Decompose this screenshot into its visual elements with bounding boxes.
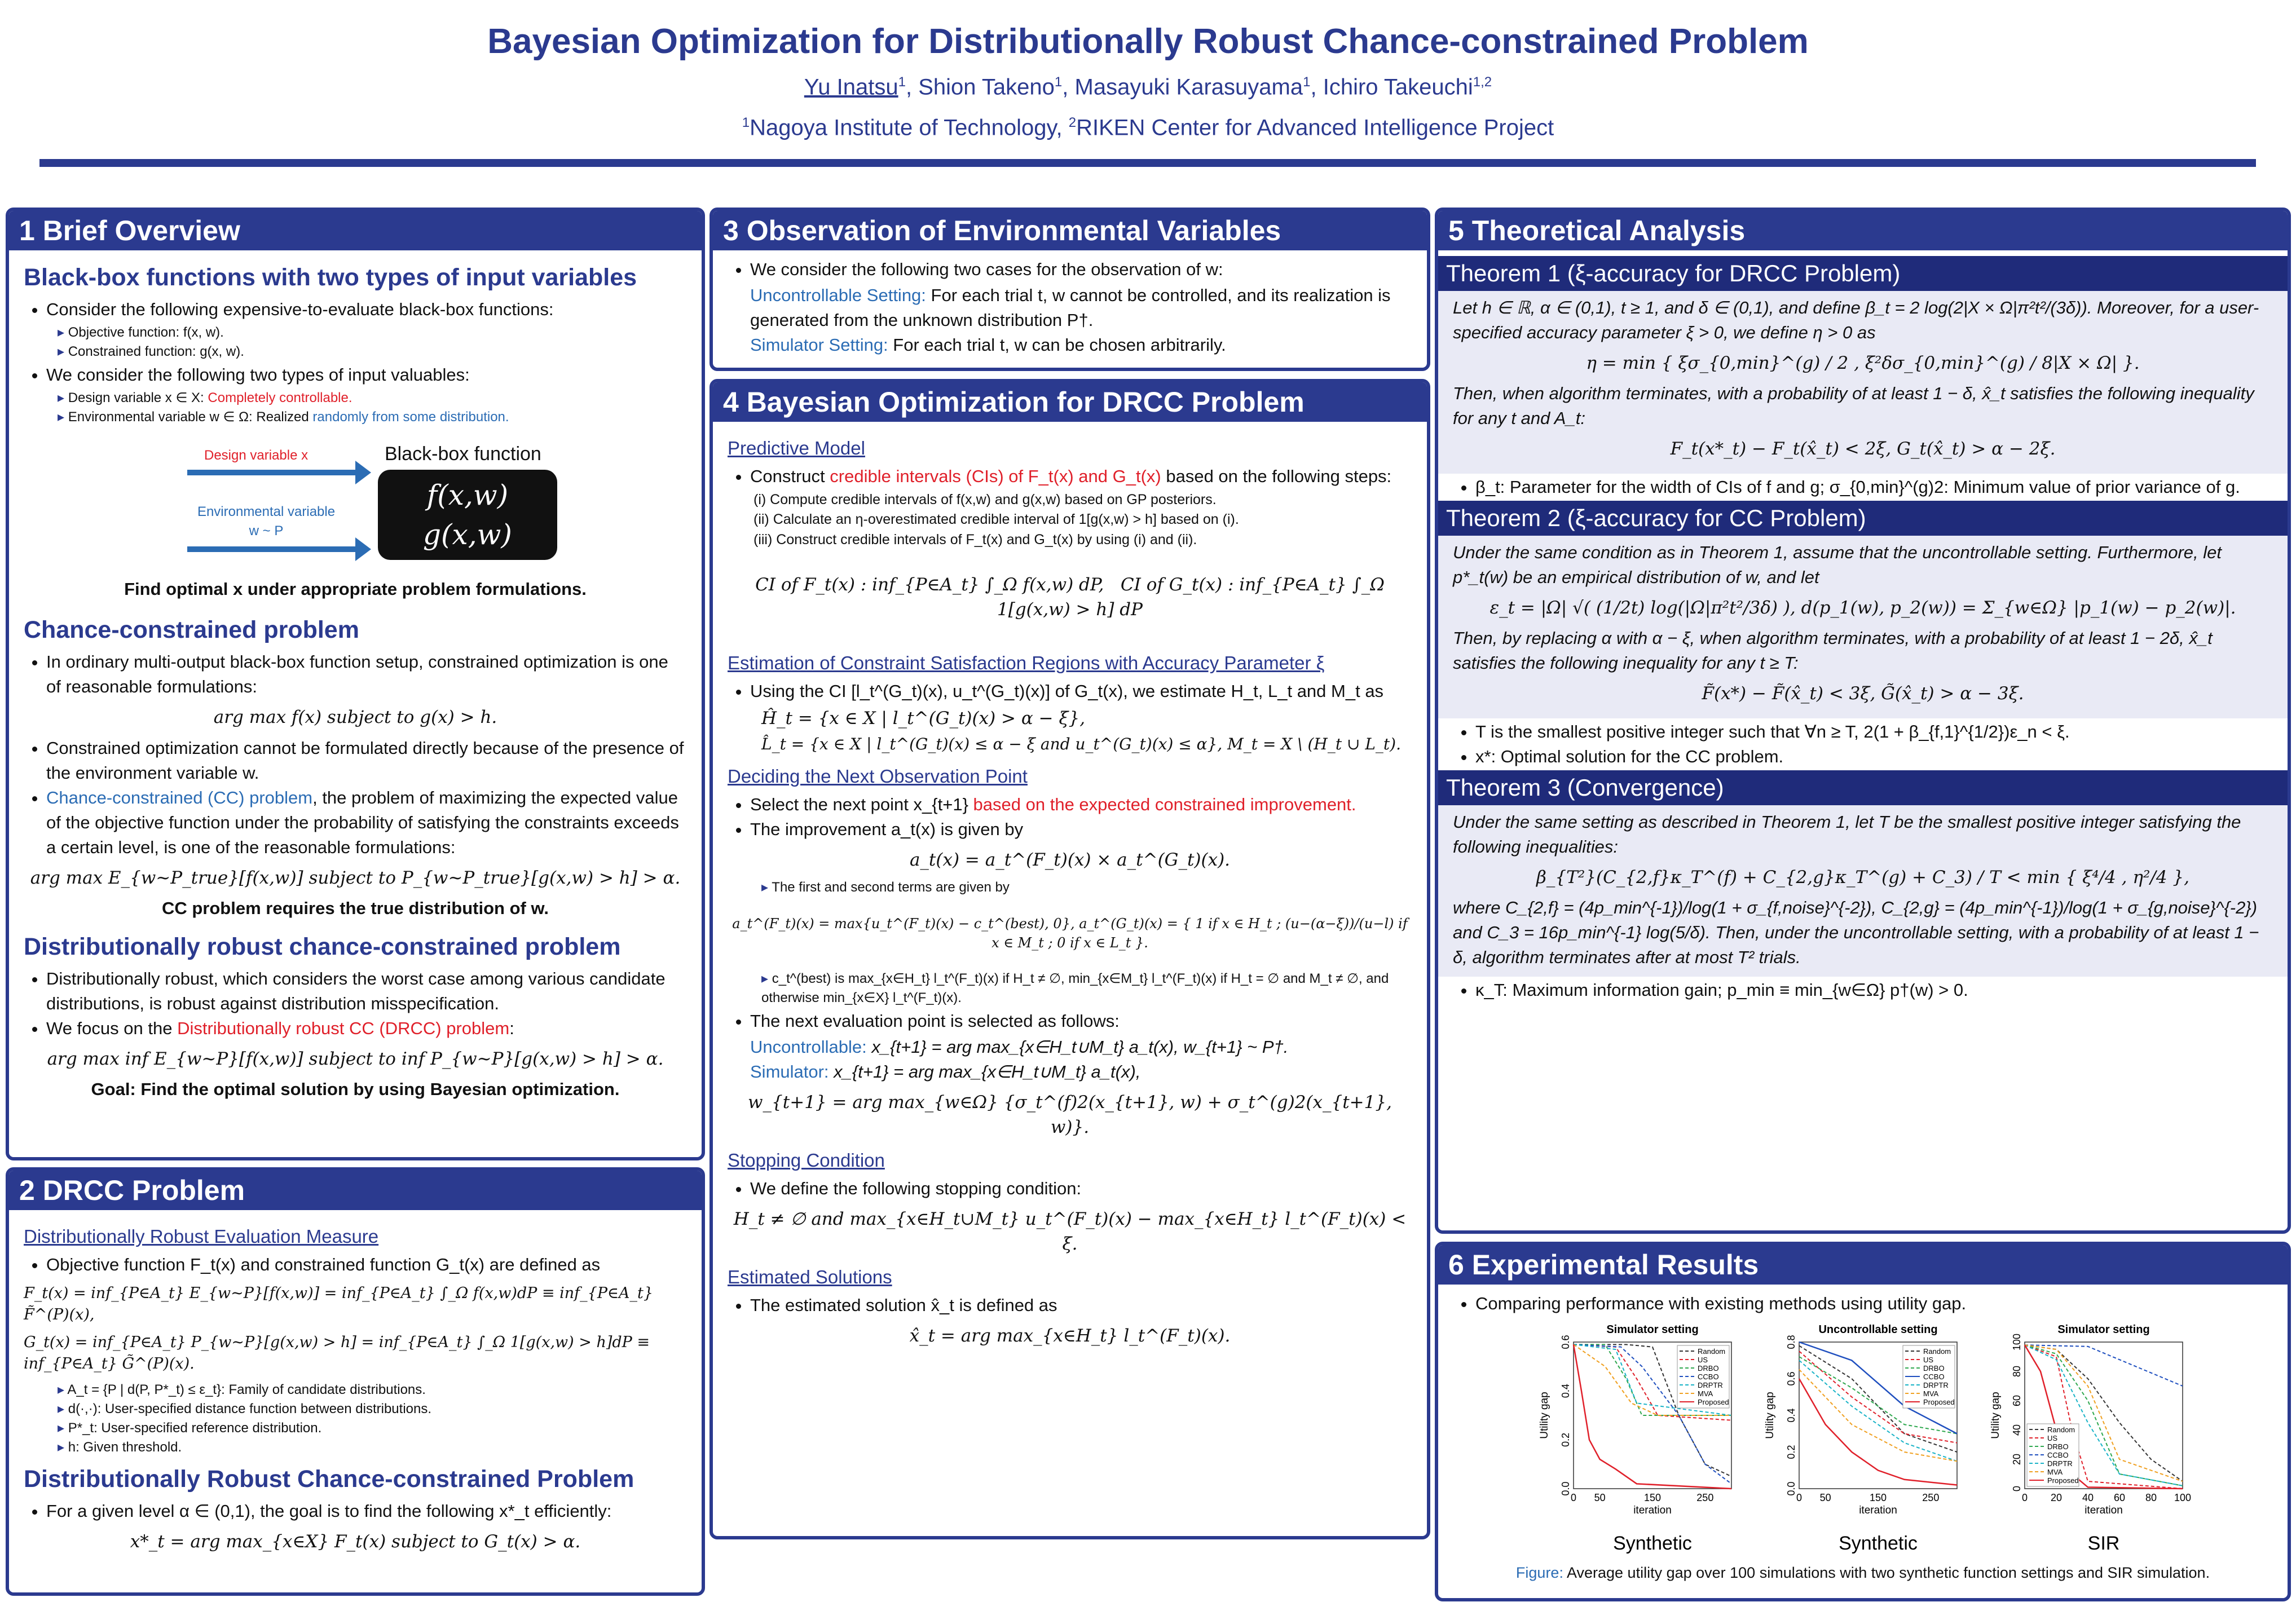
bullet: • Using the CI [l_t^(G_t)(x), u_t^(G_t)(x)] of G_t(x), we estimate H_t, L_t and M_t as xyxy=(750,679,1412,704)
y-tick-label: 60 xyxy=(2011,1394,2022,1407)
bullet: • The next evaluation point is selected as follows: xyxy=(750,1009,1412,1034)
bullet: • Objective function F_t(x) and constrained function G_t(x) are defined as xyxy=(46,1252,687,1277)
subheading: Predictive Model xyxy=(728,438,865,458)
bullet: • Chance-constrained (CC) problem, the problem of maximizing the expected value of the objective function under the probability of satisfying the constraints exceeds a certain level, is one of the reasonable formulations: xyxy=(46,785,687,860)
simulator-rule: Simulator: x_{t+1} = arg max_{x∈H_t∪M_t} a_t(x), xyxy=(750,1062,1141,1082)
environmental-variable-label: Environmental variable w ~ P xyxy=(197,504,336,539)
equation: arg max f(x) subject to g(x) > h. xyxy=(213,707,497,728)
section-brief-overview xyxy=(6,208,705,1160)
sub-bullet: ▸ P*_t: User-specified reference distribution. xyxy=(58,1419,687,1438)
legend-entry: CCBO xyxy=(1923,1373,1945,1381)
legend-entry: DRBO xyxy=(1698,1364,1719,1373)
bullet: • Select the next point x_{t+1} based on the expected constrained improvement. xyxy=(750,792,1412,817)
x-tick-label: 150 xyxy=(1643,1492,1662,1503)
theorem-1 xyxy=(1438,256,2288,474)
equation: x*_t = arg max_{x∈X} F_t(x) subject to G_t(x) > α. xyxy=(130,1531,581,1552)
goal-statement: Goal: Find the optimal solution by using Bayesian optimization. xyxy=(91,1079,620,1099)
black-box-label: Black-box function xyxy=(385,443,541,465)
theorem-text: Under the same condition as in Theorem 1, assume that the uncontrollable setting. Furthermore, let p*_t(w) be an empirical distribution of w, and let xyxy=(1453,542,2222,588)
x-tick-label: 50 xyxy=(1819,1492,1831,1503)
y-tick-label: 40 xyxy=(2011,1424,2022,1436)
chart-title: Simulator setting xyxy=(1606,1323,1699,1336)
y-axis-label: Utility gap xyxy=(1539,1392,1550,1439)
section-theoretical-analysis xyxy=(1435,208,2291,1234)
equation-H: Ĥ_t = {x ∈ X | l_t^(G_t)(x) > α − ξ}, xyxy=(761,708,1086,729)
legend-entry: Random xyxy=(1923,1347,1951,1356)
equation: arg max E_{w~P_true}[f(x,w)] subject to P_{w~P_true}[g(x,w) > h] > α. xyxy=(30,867,681,888)
x-axis-label: iteration xyxy=(1633,1504,1672,1516)
chart-footer-label: Synthetic xyxy=(1839,1533,1918,1554)
chart-footer-label: SIR xyxy=(2087,1533,2120,1554)
sub-bullet: ▸ h: Given threshold. xyxy=(58,1438,687,1457)
section-title: 3 Observation of Environmental Variables xyxy=(713,211,1427,250)
y-tick-label: 0.0 xyxy=(1786,1481,1797,1496)
theorem-text: where C_{2,f} = (4p_min^{-1})/log(1 + σ_{f,noise}^{-2}), C_{2,g} = (4p_min^{-1})/log(1 + σ_{g,noise}^{-2}) and C_3 = 16p_min^{-1} log(5/δ). Then, under the uncontrollable setting, with a probability of at least 1 − δ, algorithm terminates after at most T² trials. xyxy=(1453,898,2259,968)
y-tick-label: 80 xyxy=(2011,1365,2022,1378)
sub-bullet: ▸ A_t = {P | d(P, P*_t) ≤ ε_t}: Family of candidate distributions. xyxy=(58,1380,687,1400)
affiliation-1: Nagoya Institute of Technology, xyxy=(750,115,1063,140)
simulator-setting: Simulator Setting: For each trial t, w can be chosen arbitrarily. xyxy=(750,335,1226,355)
legend-entry: DRBO xyxy=(2047,1442,2069,1451)
subheading: Distributionally robust chance-constrained problem xyxy=(24,933,621,960)
environment-arrow xyxy=(187,546,356,552)
poster-title: Bayesian Optimization for Distributionally Robust Chance-constrained Problem xyxy=(487,22,1809,61)
bullet: • Construct credible intervals (CIs) of F_t(x) and G_t(x) based on the following steps: xyxy=(750,464,1412,489)
utility-gap-chart xyxy=(1760,1321,1974,1557)
legend-entry: MVA xyxy=(1698,1389,1713,1398)
sub-bullet: ▸ c_t^(best) is max_{x∈H_t} l_t^(F_t)(x) if H_t ≠ ∅, min_{x∈M_t} l_t^(F_t)(x) if H_t = ∅ and M_t ≠ ∅, and otherwise min_{x∈X} l_t^(F_t)(x). xyxy=(761,969,1412,1008)
equation: η = min { ξσ_{0,min}^(g) / 2 , ξ²δσ_{0,min}^(g) / 8|X × Ω| }. xyxy=(1586,353,2140,374)
section-bo-drcc xyxy=(709,379,1430,1539)
sub-bullet: ▸ Design variable x ∈ X: Completely controllable. xyxy=(58,389,687,408)
equation: a_t(x) = a_t^(F_t)(x) × a_t^(G_t)(x). xyxy=(909,849,1231,870)
x-tick-label: 0 xyxy=(1570,1492,1577,1503)
x-axis-label: iteration xyxy=(1859,1504,1897,1516)
section-drcc-problem xyxy=(6,1167,705,1596)
author-4: Ichiro Takeuchi xyxy=(1323,74,1473,100)
section-observation xyxy=(709,208,1430,371)
x-tick-label: 20 xyxy=(2050,1492,2063,1503)
x-tick-label: 100 xyxy=(2174,1492,2192,1503)
equation: F_t(x*_t) − F_t(x̂_t) < 2ξ, G_t(x̂_t) > α − 2ξ. xyxy=(1670,439,2056,460)
legend-entry: US xyxy=(1923,1356,1934,1364)
y-axis-label: Utility gap xyxy=(1990,1392,2002,1439)
x-tick-label: 150 xyxy=(1869,1492,1887,1503)
x-tick-label: 250 xyxy=(1922,1492,1940,1503)
legend-entry: CCBO xyxy=(2047,1451,2069,1459)
y-tick-label: 0.2 xyxy=(1560,1432,1571,1447)
theorem-text: Then, when algorithm terminates, with a probability of at least 1 − δ, x̂_t satisfies the following inequality for any t and A_t: xyxy=(1453,383,2254,429)
equation: β_{T²}(C_{2,f}κ_T^(f) + C_{2,g}κ_T^(g) + C_3) / T < min { ξ⁴/4 , η²/4 }, xyxy=(1536,867,2189,888)
y-axis-label: Utility gap xyxy=(1764,1392,1776,1439)
legend-entry: DRPTR xyxy=(1923,1381,1949,1389)
sub-bullet: ▸ Objective function: f(x, w). xyxy=(58,323,687,342)
theorem-text: Under the same setting as described in Theorem 1, let T be the smallest positive integer satisfying the following inequalities: xyxy=(1453,812,2241,857)
bullet: • For a given level α ∈ (0,1), the goal is to find the following x*_t efficiently: xyxy=(46,1499,687,1524)
author-2: Shion Takeno xyxy=(918,74,1055,100)
bullet: • β_t: Parameter for the width of CIs of f and g; σ_{0,min}^(g)2: Minimum value of prior variance of g. xyxy=(1475,475,2273,500)
section-title: 6 Experimental Results xyxy=(1438,1245,2288,1285)
theorem-text: Let h ∈ ℝ, α ∈ (0,1), t ≥ 1, and δ ∈ (0,1), and define β_t = 2 log(2|X × Ω|π²t²/(3δ)). Moreover, for a user-specified accuracy parameter ξ > 0, we define η > 0 as xyxy=(1453,298,2259,343)
theorem-title: Theorem 2 (ξ-accuracy for CC Problem) xyxy=(1438,501,2288,536)
theorem-title: Theorem 1 (ξ-accuracy for DRCC Problem) xyxy=(1438,256,2288,291)
ci-equations: CI of F_t(x) : inf_{P∈A_t} ∫_Ω f(x,w) dP, CI of G_t(x) : inf_{P∈A_t} ∫_Ω 1[g(x,w) > h] dP xyxy=(755,575,1385,620)
step-list xyxy=(728,490,1412,550)
design-arrow xyxy=(187,470,356,475)
results-plots xyxy=(1534,1321,2200,1557)
legend-entry: CCBO xyxy=(1698,1373,1719,1381)
y-tick-label: 100 xyxy=(2011,1333,2022,1351)
subheading: Stopping Condition xyxy=(728,1150,885,1171)
bullet: • T is the smallest positive integer such that ∀n ≥ T, 2(1 + β_{f,1}^{1/2})ε_n < ξ. xyxy=(1475,720,2273,744)
black-box-diagram xyxy=(24,436,687,566)
subheading: Chance-constrained problem xyxy=(24,616,359,644)
legend-entry: Proposed xyxy=(2047,1476,2079,1485)
sub-bullet: ▸ Environmental variable w ∈ Ω: Realized randomly from some distribution. xyxy=(58,408,687,427)
y-tick-label: 0.4 xyxy=(1560,1384,1571,1398)
equation: F̃(x*) − F̃(x̂_t) < 3ξ, G̃(x̂_t) > α − 3ξ. xyxy=(1702,683,2024,704)
y-tick-label: 0.2 xyxy=(1786,1445,1797,1459)
y-tick-label: 0.6 xyxy=(1560,1335,1571,1349)
legend-entry: US xyxy=(2047,1434,2058,1442)
y-tick-label: 20 xyxy=(2011,1453,2022,1466)
bullet: • We focus on the Distributionally robust CC (DRCC) problem: xyxy=(46,1016,687,1041)
equation-G: G_t(x) = inf_{P∈A_t} P_{w~P}[g(x,w) > h] = inf_{P∈A_t} ∫_Ω 1[g(x,w) > h]dP ≡ inf_{P∈A_t} G̃^(P)(x). xyxy=(24,1333,650,1373)
y-tick-label: 0.6 xyxy=(1786,1371,1797,1386)
subheading: Deciding the Next Observation Point xyxy=(728,766,1028,787)
section-title: 4 Bayesian Optimization for DRCC Problem xyxy=(713,382,1427,422)
legend-entry: DRBO xyxy=(1923,1364,1945,1373)
equation: w_{t+1} = arg max_{w∈Ω} {σ_t^(f)2(x_{t+1}, w) + σ_t^(g)2(x_{t+1}, w)}. xyxy=(748,1092,1392,1138)
header-rule xyxy=(39,159,2256,167)
chart-footer-label: Synthetic xyxy=(1613,1533,1692,1554)
x-tick-label: 50 xyxy=(1594,1492,1606,1503)
bullet: • In ordinary multi-output black-box function setup, constrained optimization is one of reasonable formulations: xyxy=(46,650,687,699)
design-variable-label: Design variable x xyxy=(204,448,309,464)
x-axis-label: iteration xyxy=(2085,1504,2123,1516)
bullet: • We define the following stopping condition: xyxy=(750,1176,1412,1201)
legend-entry: MVA xyxy=(1923,1389,1939,1398)
legend-entry: DRPTR xyxy=(2047,1459,2073,1468)
legend-entry: DRPTR xyxy=(1698,1381,1723,1389)
equation: a_t^(F_t)(x) = max{u_t^(F_t)(x) − c_t^(best), 0}, a_t^(G_t)(x) = { 1 if x ∈ H_t ; (u−(α−ξ))/(u−l) if x ∈ M_t ; 0 if x ∈ L_t }. xyxy=(732,916,1408,951)
theorem-text: Then, by replacing α with α − ξ, when algorithm terminates, with a probability of at least 1 − 2δ, x̂_t satisfies the following inequality for any t ≥ T: xyxy=(1453,628,2213,673)
equation: H_t ≠ ∅ and max_{x∈H_t∪M_t} u_t^(F_t)(x) − max_{x∈H_t} l_t^(F_t)(x) < ξ. xyxy=(733,1209,1407,1255)
author-1: Yu Inatsu xyxy=(804,74,898,100)
legend-entry: Random xyxy=(2047,1426,2075,1434)
y-tick-label: 0.8 xyxy=(1786,1335,1797,1349)
legend-entry: Random xyxy=(1698,1347,1726,1356)
section-title: 2 DRCC Problem xyxy=(9,1171,702,1210)
legend-entry: Proposed xyxy=(1923,1398,1955,1406)
bullet: • κ_T: Maximum information gain; p_min ≡ min_{w∈Ω} p†(w) > 0. xyxy=(1475,978,2273,1003)
legend-entry: US xyxy=(1698,1356,1708,1364)
x-tick-label: 0 xyxy=(1796,1492,1803,1503)
bullet: • The improvement a_t(x) is given by xyxy=(750,817,1412,842)
legend-entry: Proposed xyxy=(1698,1398,1729,1406)
utility-gap-chart xyxy=(1985,1321,2200,1557)
bullet: • Consider the following expensive-to-evaluate black-box functions: xyxy=(46,297,687,322)
x-tick-label: 250 xyxy=(1696,1492,1714,1503)
bullet: • The estimated solution x̂_t is defined as xyxy=(750,1293,1412,1318)
figure-caption: Figure: Average utility gap over 100 simulations with two synthetic function settings and SIR simulation. xyxy=(1515,1564,2210,1581)
y-tick-label: 0 xyxy=(2011,1485,2022,1492)
bullet: • Comparing performance with existing methods using utility gap. xyxy=(1475,1291,2273,1316)
y-tick-label: 0.4 xyxy=(1786,1408,1797,1423)
theorem-title: Theorem 3 (Convergence) xyxy=(1438,770,2288,805)
step-item: (iii) Construct credible intervals of F_t(x) and G_t(x) by using (i) and (ii). xyxy=(753,531,1197,548)
step-item: (ii) Calculate an η-overestimated credible interval of 1[g(x,w) > h] based on (i). xyxy=(753,511,1239,528)
sub-bullet: ▸ d(·,·): User-specified distance function between distributions. xyxy=(58,1400,687,1419)
uncontrollable-rule: Uncontrollable: x_{t+1} = arg max_{x∈H_t∪M_t} a_t(x), w_{t+1} ~ P†. xyxy=(750,1037,1289,1057)
theorem-3 xyxy=(1438,770,2288,977)
equation: arg max inf E_{w~P}[f(x,w)] subject to inf P_{w~P}[g(x,w) > h] > α. xyxy=(47,1048,664,1069)
subheading: Distributionally Robust Evaluation Measure xyxy=(24,1226,379,1247)
chart-title: Simulator setting xyxy=(2057,1323,2150,1336)
black-box-function: f(x,w) g(x,w) xyxy=(378,470,557,560)
affiliations: $^1$Nagoya Institute of Technology, $^2$RIKEN Center for Advanced Intelligence Project xyxy=(742,115,1554,140)
x-tick-label: 80 xyxy=(2145,1492,2157,1503)
uncontrollable-setting: Uncontrollable Setting: For each trial t, w cannot be controlled, and its realization is generated from the unknown distribution P†. xyxy=(750,285,1391,330)
find-optimal-statement: Find optimal x under appropriate problem formulations. xyxy=(124,579,587,599)
y-tick-label: 0.0 xyxy=(1560,1481,1571,1496)
utility-gap-chart xyxy=(1534,1321,1748,1557)
subheading: Estimation of Constraint Satisfaction Regions with Accuracy Parameter ξ xyxy=(728,652,1325,674)
equation-F: F_t(x) = inf_{P∈A_t} E_{w~P}[f(x,w)] = inf_{P∈A_t} ∫_Ω f(x,w)dP ≡ inf_{P∈A_t} F̃^(P)(x), xyxy=(24,1284,654,1324)
step-item: (i) Compute credible intervals of f(x,w) and g(x,w) based on GP posteriors. xyxy=(753,491,1217,508)
equation: ε_t = |Ω| √( (1/2t) log(|Ω|π²t²/3δ) ), d(p_1(w), p_2(w)) = Σ_{w∈Ω} |p_1(w) − p_2(w)|. xyxy=(1489,598,2236,619)
x-tick-label: 0 xyxy=(2021,1492,2028,1503)
x-tick-label: 60 xyxy=(2113,1492,2126,1503)
affiliation-2: RIKEN Center for Advanced Intelligence Project xyxy=(1076,115,1554,140)
author-list: Yu Inatsu$^1$, Shion Takeno$^1$, Masayuki Karasuyama$^1$, Ichiro Takeuchi$^{1,2}$ xyxy=(804,74,1492,100)
section-title: 1 Brief Overview xyxy=(9,211,702,250)
author-3: Masayuki Karasuyama xyxy=(1074,74,1303,100)
bullet: • Constrained optimization cannot be formulated directly because of the presence of the environment variable w. xyxy=(46,736,687,785)
equation: x̂_t = arg max_{x∈H_t} l_t^(F_t)(x). xyxy=(909,1326,1231,1347)
subheading: Black-box functions with two types of input variables xyxy=(24,264,637,291)
theorem-2 xyxy=(1438,501,2288,718)
bullet: • Distributionally robust, which considers the worst case among various candidate distributions, is robust against distribution misspecification. xyxy=(46,967,687,1016)
bullet: • We consider the following two types of input valuables: xyxy=(46,363,687,387)
legend-entry: MVA xyxy=(2047,1468,2063,1476)
equation-L: L̂_t = {x ∈ X | l_t^(G_t)(x) ≤ α − ξ and u_t^(G_t)(x) ≤ α}, M_t = X \ (H_t ∪ L_t). xyxy=(761,735,1401,754)
chart-title: Uncontrollable setting xyxy=(1818,1323,1938,1336)
x-tick-label: 40 xyxy=(2082,1492,2094,1503)
subheading: Distributionally Robust Chance-constrained Problem xyxy=(24,1465,634,1493)
section-title: 5 Theoretical Analysis xyxy=(1438,211,2288,250)
bullet: • We consider the following two cases for the observation of w: xyxy=(750,257,1412,282)
sub-bullet: ▸ Constrained function: g(x, w). xyxy=(58,342,687,361)
section-experimental-results xyxy=(1435,1242,2291,1601)
sub-bullet: ▸ The first and second terms are given by xyxy=(761,878,1412,897)
cc-requirement: CC problem requires the true distribution of w. xyxy=(161,898,549,918)
poster-header xyxy=(0,0,2296,164)
bullet: • x*: Optimal solution for the CC problem. xyxy=(1475,744,2273,769)
subheading: Estimated Solutions xyxy=(728,1266,892,1288)
